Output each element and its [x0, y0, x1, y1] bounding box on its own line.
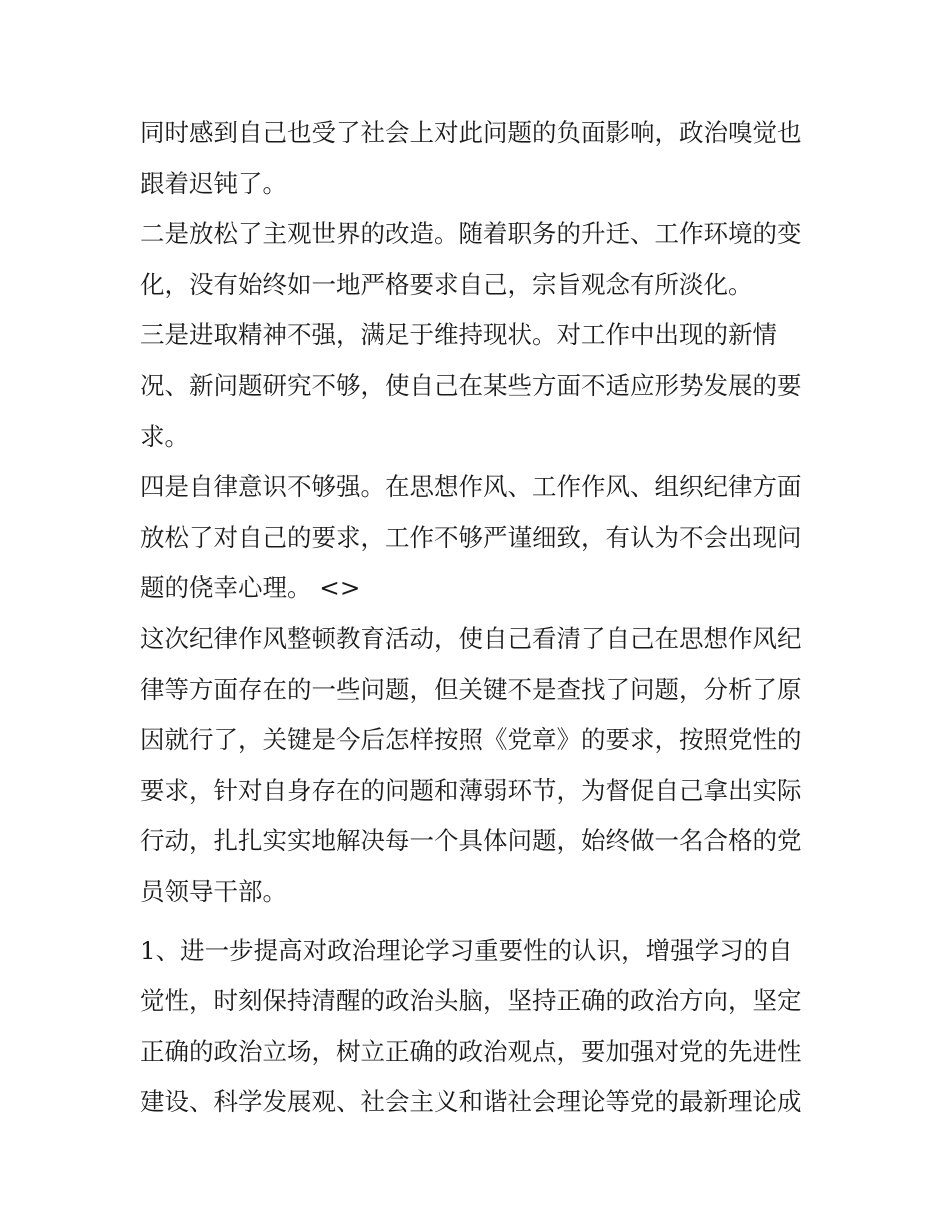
text-line: 正确的政治立场，树立正确的政治观点，要加强对党的先进性 — [140, 1036, 802, 1066]
text-line: 跟着迟钝了。 — [140, 168, 287, 198]
text-line: 放松了对自己的要求，工作不够严谨细致，有认为不会出现问 — [140, 522, 802, 552]
paragraph-5 — [140, 614, 815, 918]
text-line: 四是自律意识不够强。在思想作风、工作作风、组织纪律方面 — [140, 472, 802, 502]
paragraph-4 — [140, 462, 815, 614]
document-body — [140, 108, 815, 1128]
text-line: 律等方面存在的一些问题，但关键不是查找了问题，分析了原 — [140, 674, 802, 704]
text-line: 二是放松了主观世界的改造。随着职务的升迁、工作环境的变 — [140, 219, 802, 249]
text-line: 化，没有始终如一地严格要求自己，宗旨观念有所淡化。 — [140, 269, 753, 299]
text-line: 求。 — [140, 421, 189, 451]
text-line: 员领导干部。 — [140, 876, 287, 906]
text-line: 况、新问题研究不够，使自己在某些方面不适应形势发展的要 — [140, 370, 802, 400]
text-line: 三是进取精神不强，满足于维持现状。对工作中出现的新情 — [140, 320, 777, 350]
text-line: 1、进一步提高对政治理论学习重要性的认识，增强学习的自 — [140, 935, 793, 965]
text-line: 这次纪律作风整顿教育活动，使自己看清了自己在思想作风纪 — [140, 623, 802, 653]
text-line: 要求，针对自身存在的问题和薄弱环节，为督促自己拿出实际 — [140, 775, 802, 805]
text-line: 题的侥幸心理。 <> — [140, 573, 361, 603]
paragraph-2 — [140, 209, 815, 310]
text-line: 行动，扎扎实实地解决每一个具体问题，始终做一名合格的党 — [140, 826, 802, 856]
text-line: 觉性，时刻保持清醒的政治头脑，坚持正确的政治方向，坚定 — [140, 986, 802, 1016]
text-line: 因就行了，关键是今后怎样按照《党章》的要求，按照党性的 — [140, 725, 802, 755]
paragraph-3 — [140, 310, 815, 462]
text-line: 同时感到自己也受了社会上对此问题的负面影响，政治嗅觉也 — [140, 118, 802, 147]
paragraph-6 — [140, 926, 815, 1128]
text-line: 建设、科学发展观、社会主义和谐社会理论等党的最新理论成 — [140, 1087, 802, 1117]
paragraph-1 — [140, 108, 815, 209]
